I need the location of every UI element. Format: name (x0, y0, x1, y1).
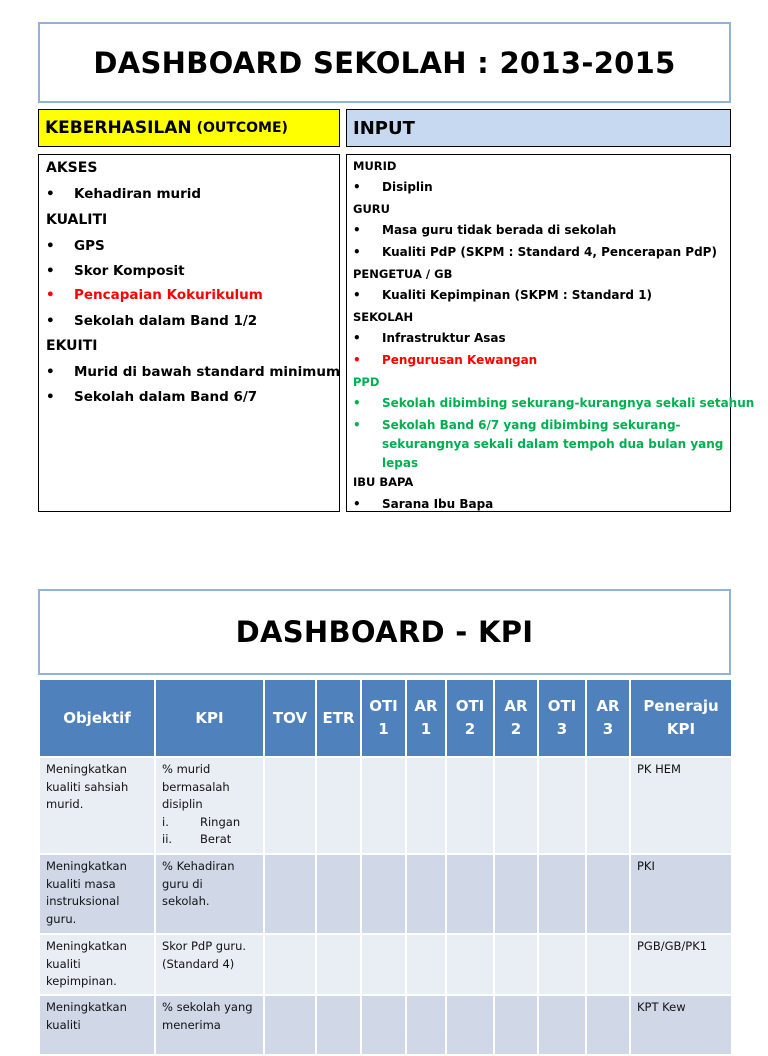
objektif-cell: Meningkatkan kualiti sahsiah murid. (39, 757, 155, 854)
objektif-cell: Meningkatkan kualiti masa instruksional guru. (39, 854, 155, 934)
column-header: TOV (264, 679, 316, 757)
column-header: ETR (316, 679, 361, 757)
input-panel (346, 154, 755, 512)
column-header: Peneraju KPI (630, 679, 732, 757)
outcome-header (38, 109, 340, 147)
bullet-icon: • (46, 287, 55, 303)
list-item-text: Sekolah dalam Band 6/7 (74, 389, 258, 405)
objektif-cell: Meningkatkan kualiti kepimpinan. (39, 934, 155, 995)
table-row (39, 934, 732, 995)
peneraju-cell: PK HEM (630, 757, 732, 854)
column-header: AR 1 (406, 679, 446, 757)
bullet-icon: • (46, 238, 55, 254)
list-item-text: Infrastruktur Asas (382, 331, 506, 345)
list-item-text: sekurangnya sekali dalam tempoh dua bulan yang (382, 437, 724, 451)
list-item-text: Kehadiran murid (74, 186, 202, 202)
list-item-text: Sekolah dibimbing sekurang-kurangnya sekali setahun (382, 396, 755, 410)
slide2-title: DASHBOARD - KPI (235, 615, 534, 649)
ekuiti-heading: EKUITI (46, 338, 98, 354)
input-header (346, 109, 731, 147)
list-item-text: Kualiti Kepimpinan (SKPM : Standard 1) (382, 288, 653, 302)
kualiti-heading: KUALITI (46, 212, 108, 228)
list-item-text: Pencapaian Kokurikulum (74, 287, 263, 303)
input-header-label: INPUT (353, 117, 415, 139)
list-item-text: Pengurusan Kewangan (382, 353, 538, 367)
murid-heading: MURID (353, 159, 397, 173)
column-header: OTI 1 (361, 679, 406, 757)
slide1-title: DASHBOARD SEKOLAH : 2013-2015 (93, 45, 676, 80)
kpi-table-wrapper (38, 678, 731, 1056)
bullet-icon: • (353, 396, 361, 410)
list-item-text: Masa guru tidak berada di sekolah (382, 223, 617, 237)
list-item-text: Sekolah Band 6/7 yang dibimbing sekurang- (382, 418, 681, 432)
list-item-text: Kualiti PdP (SKPM : Standard 4, Pencerapan PdP) (382, 245, 717, 259)
kpi-cell: % Kehadiran guru di sekolah. (155, 854, 264, 934)
bullet-icon: • (353, 288, 361, 302)
akses-heading: AKSES (46, 160, 98, 176)
outcome-header-sub: (OUTCOME) (196, 120, 288, 136)
column-header: KPI (155, 679, 264, 757)
bullet-icon: • (46, 389, 55, 405)
list-item-text: Sekolah dalam Band 1/2 (74, 313, 258, 329)
kpi-header-row (39, 679, 732, 757)
column-header: AR 3 (586, 679, 630, 757)
objektif-cell: Meningkatkan kualiti (39, 995, 155, 1055)
bullet-icon: • (46, 263, 55, 279)
bullet-icon: • (353, 223, 361, 237)
peneraju-cell: PGB/GB/PK1 (630, 934, 732, 995)
outcome-panel (38, 154, 340, 512)
table-row (39, 854, 732, 934)
column-header: OTI 2 (446, 679, 494, 757)
list-item-text: GPS (74, 238, 105, 254)
column-header: Objektif (39, 679, 155, 757)
table-row (39, 757, 732, 854)
kpi-cell: Skor PdP guru. (Standard 4) (155, 934, 264, 995)
bullet-icon: • (353, 418, 361, 432)
bullet-icon: • (46, 186, 55, 202)
ibubapa-heading: IBU BAPA (353, 475, 414, 489)
bullet-icon: • (46, 313, 55, 329)
peneraju-cell: KPT Kew (630, 995, 732, 1055)
guru-heading: GURU (353, 202, 390, 216)
peneraju-cell: PKI (630, 854, 732, 934)
kpi-cell: % murid bermasalah disiplin i. Ringan ii. Berat (155, 757, 264, 854)
bullet-icon: • (353, 180, 361, 194)
ppd-heading: PPD (353, 375, 380, 389)
column-header: OTI 3 (538, 679, 586, 757)
table-row (39, 995, 732, 1055)
list-item-text: Skor Komposit (74, 263, 185, 279)
bullet-icon: • (353, 331, 361, 345)
outcome-header-label: KEBERHASILAN (45, 118, 192, 138)
list-item-text: Disiplin (382, 180, 433, 194)
list-item-text: Murid di bawah standard minimum (74, 364, 341, 380)
slide1-title-box (38, 22, 731, 103)
bullet-icon: • (353, 497, 361, 511)
slide2-title-box (38, 589, 731, 675)
list-item-text: Sarana Ibu Bapa (382, 497, 494, 511)
column-header: AR 2 (494, 679, 538, 757)
kpi-cell: % sekolah yang menerima (155, 995, 264, 1055)
bullet-icon: • (353, 245, 361, 259)
pengetua-heading: PENGETUA / GB (353, 267, 453, 281)
bullet-icon: • (46, 364, 55, 380)
bullet-icon: • (353, 353, 361, 367)
list-item-text: lepas (382, 456, 419, 470)
kpi-table (38, 678, 733, 1056)
sekolah-heading: SEKOLAH (353, 310, 414, 324)
